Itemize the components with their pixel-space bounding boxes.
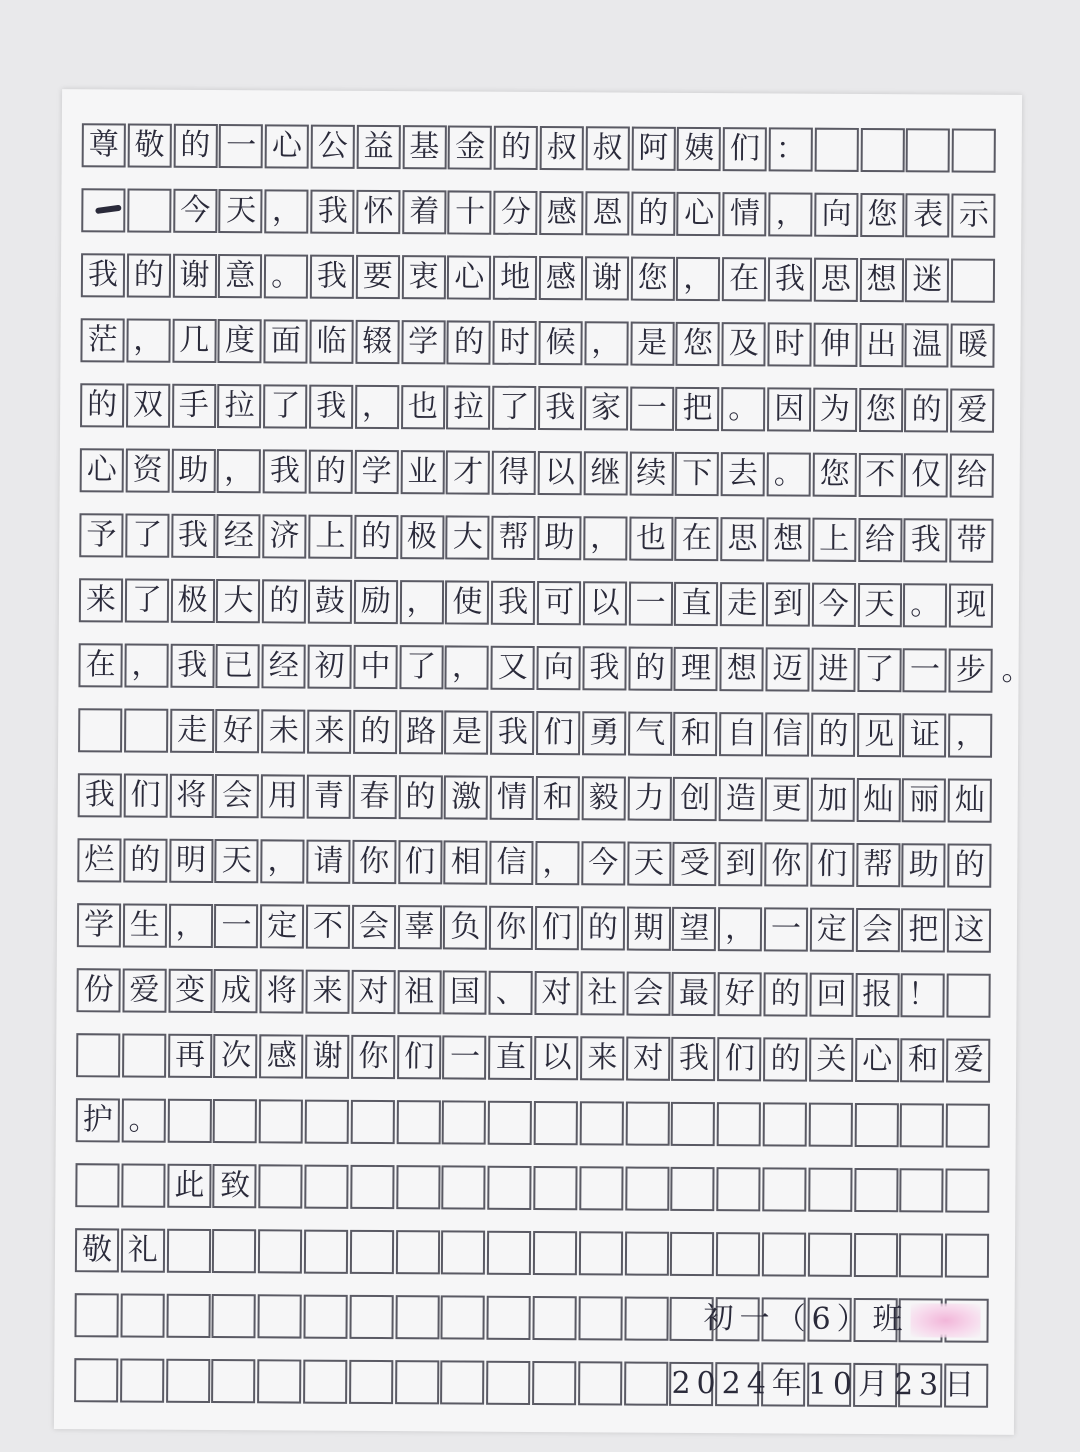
grid-row bbox=[80, 383, 1004, 433]
handwritten-text: 2024年10月23日 bbox=[671, 1365, 981, 1403]
letter-line bbox=[78, 708, 1002, 758]
handwritten-text: 在，我已经初中了，又向我的理想迈进了一步。 bbox=[85, 647, 1048, 689]
grid-row bbox=[76, 1098, 992, 1148]
letter-line bbox=[77, 903, 1001, 953]
handwritten-text: 初一（6）班 bbox=[703, 1301, 909, 1338]
letter-line bbox=[81, 253, 997, 303]
letter-line bbox=[79, 513, 1003, 563]
letter-line bbox=[80, 383, 1004, 433]
grid-row bbox=[78, 643, 1048, 693]
handwritten-text: 予了我经济上的极大帮助，也在思想上给我带 bbox=[86, 517, 1003, 558]
grid-row bbox=[79, 578, 1003, 628]
letter-line bbox=[75, 1163, 991, 1213]
grid-row bbox=[74, 1293, 990, 1343]
letter-line bbox=[80, 448, 1003, 498]
letter-line bbox=[80, 318, 1004, 368]
handwritten-text: 烂的明天，请你们相信，今天受到你们帮助的 bbox=[84, 842, 1001, 883]
handwritten-text: 我的谢意。我要衷心地感谢您，在我思想迷 bbox=[87, 257, 959, 298]
handwritten-text: 份爱变成将来对祖国、对社会最好的回报！ bbox=[83, 972, 954, 1013]
handwritten-text: 尊敬的一心公益基金的叔叔阿姨们： bbox=[88, 127, 822, 167]
letter-line bbox=[81, 188, 1005, 238]
grid-row bbox=[80, 448, 1003, 498]
grid-row bbox=[78, 773, 1001, 823]
grid-row bbox=[74, 1358, 990, 1408]
grid-row bbox=[75, 1163, 991, 1213]
grid-row bbox=[78, 708, 1002, 758]
letter-line bbox=[77, 838, 1001, 888]
letter-line bbox=[78, 773, 1001, 823]
handwritten-text: 来了极大的鼓励，使我可以一直走到今天。现 bbox=[85, 582, 1003, 623]
letter-date bbox=[74, 1358, 990, 1408]
grid-row bbox=[79, 513, 1003, 563]
letter-line bbox=[79, 578, 1003, 628]
letter-salutation bbox=[82, 123, 998, 173]
handwritten-text: 此致 bbox=[174, 1167, 267, 1204]
grid-row bbox=[82, 123, 998, 173]
grid-row bbox=[80, 318, 1004, 368]
handwritten-text: 再次感谢你们一直以来对我们的关心和爱 bbox=[175, 1037, 1000, 1078]
grid-row bbox=[81, 253, 997, 303]
handwritten-text: 茫，几度面临辍学的时候，是您及时伸出温暖 bbox=[87, 322, 1004, 363]
handwritten-text: 敬礼 bbox=[81, 1232, 174, 1268]
handwritten-text: 今天，我怀着十分感恩的心情，向您表示 bbox=[180, 192, 1005, 233]
handwritten-text: 心资助，我的学业才得以继续下去。您不仅给 bbox=[86, 452, 1003, 493]
letter-line bbox=[76, 1033, 1000, 1083]
handwritten-text: 走好未来的路是我们勇气和自信的见证， bbox=[177, 712, 1002, 753]
grid-row bbox=[77, 838, 1001, 888]
handwritten-text: 的双手拉了我，也拉了我家一把。因为您的爱 bbox=[87, 387, 1004, 428]
letter-line bbox=[76, 1098, 992, 1148]
letter-line bbox=[75, 1228, 991, 1278]
letter-line bbox=[78, 643, 1048, 693]
grid-row bbox=[76, 968, 992, 1018]
signature-class bbox=[74, 1293, 990, 1343]
grid-row bbox=[77, 903, 1001, 953]
letter-line bbox=[76, 968, 992, 1018]
handwritten-text: 我们将会用青春的激情和毅力创造更加灿丽灿 bbox=[84, 777, 1001, 818]
handwritten-text: 护。 bbox=[82, 1102, 175, 1138]
grid-row bbox=[76, 1033, 1000, 1083]
letter-sheet bbox=[54, 89, 1048, 1435]
grid-row bbox=[81, 188, 1005, 238]
handwritten-text: 学生，一定不会辜负你们的期望，一定会把这 bbox=[83, 907, 1001, 948]
redacted-name-blur bbox=[910, 1303, 980, 1337]
grid-row bbox=[75, 1228, 991, 1278]
